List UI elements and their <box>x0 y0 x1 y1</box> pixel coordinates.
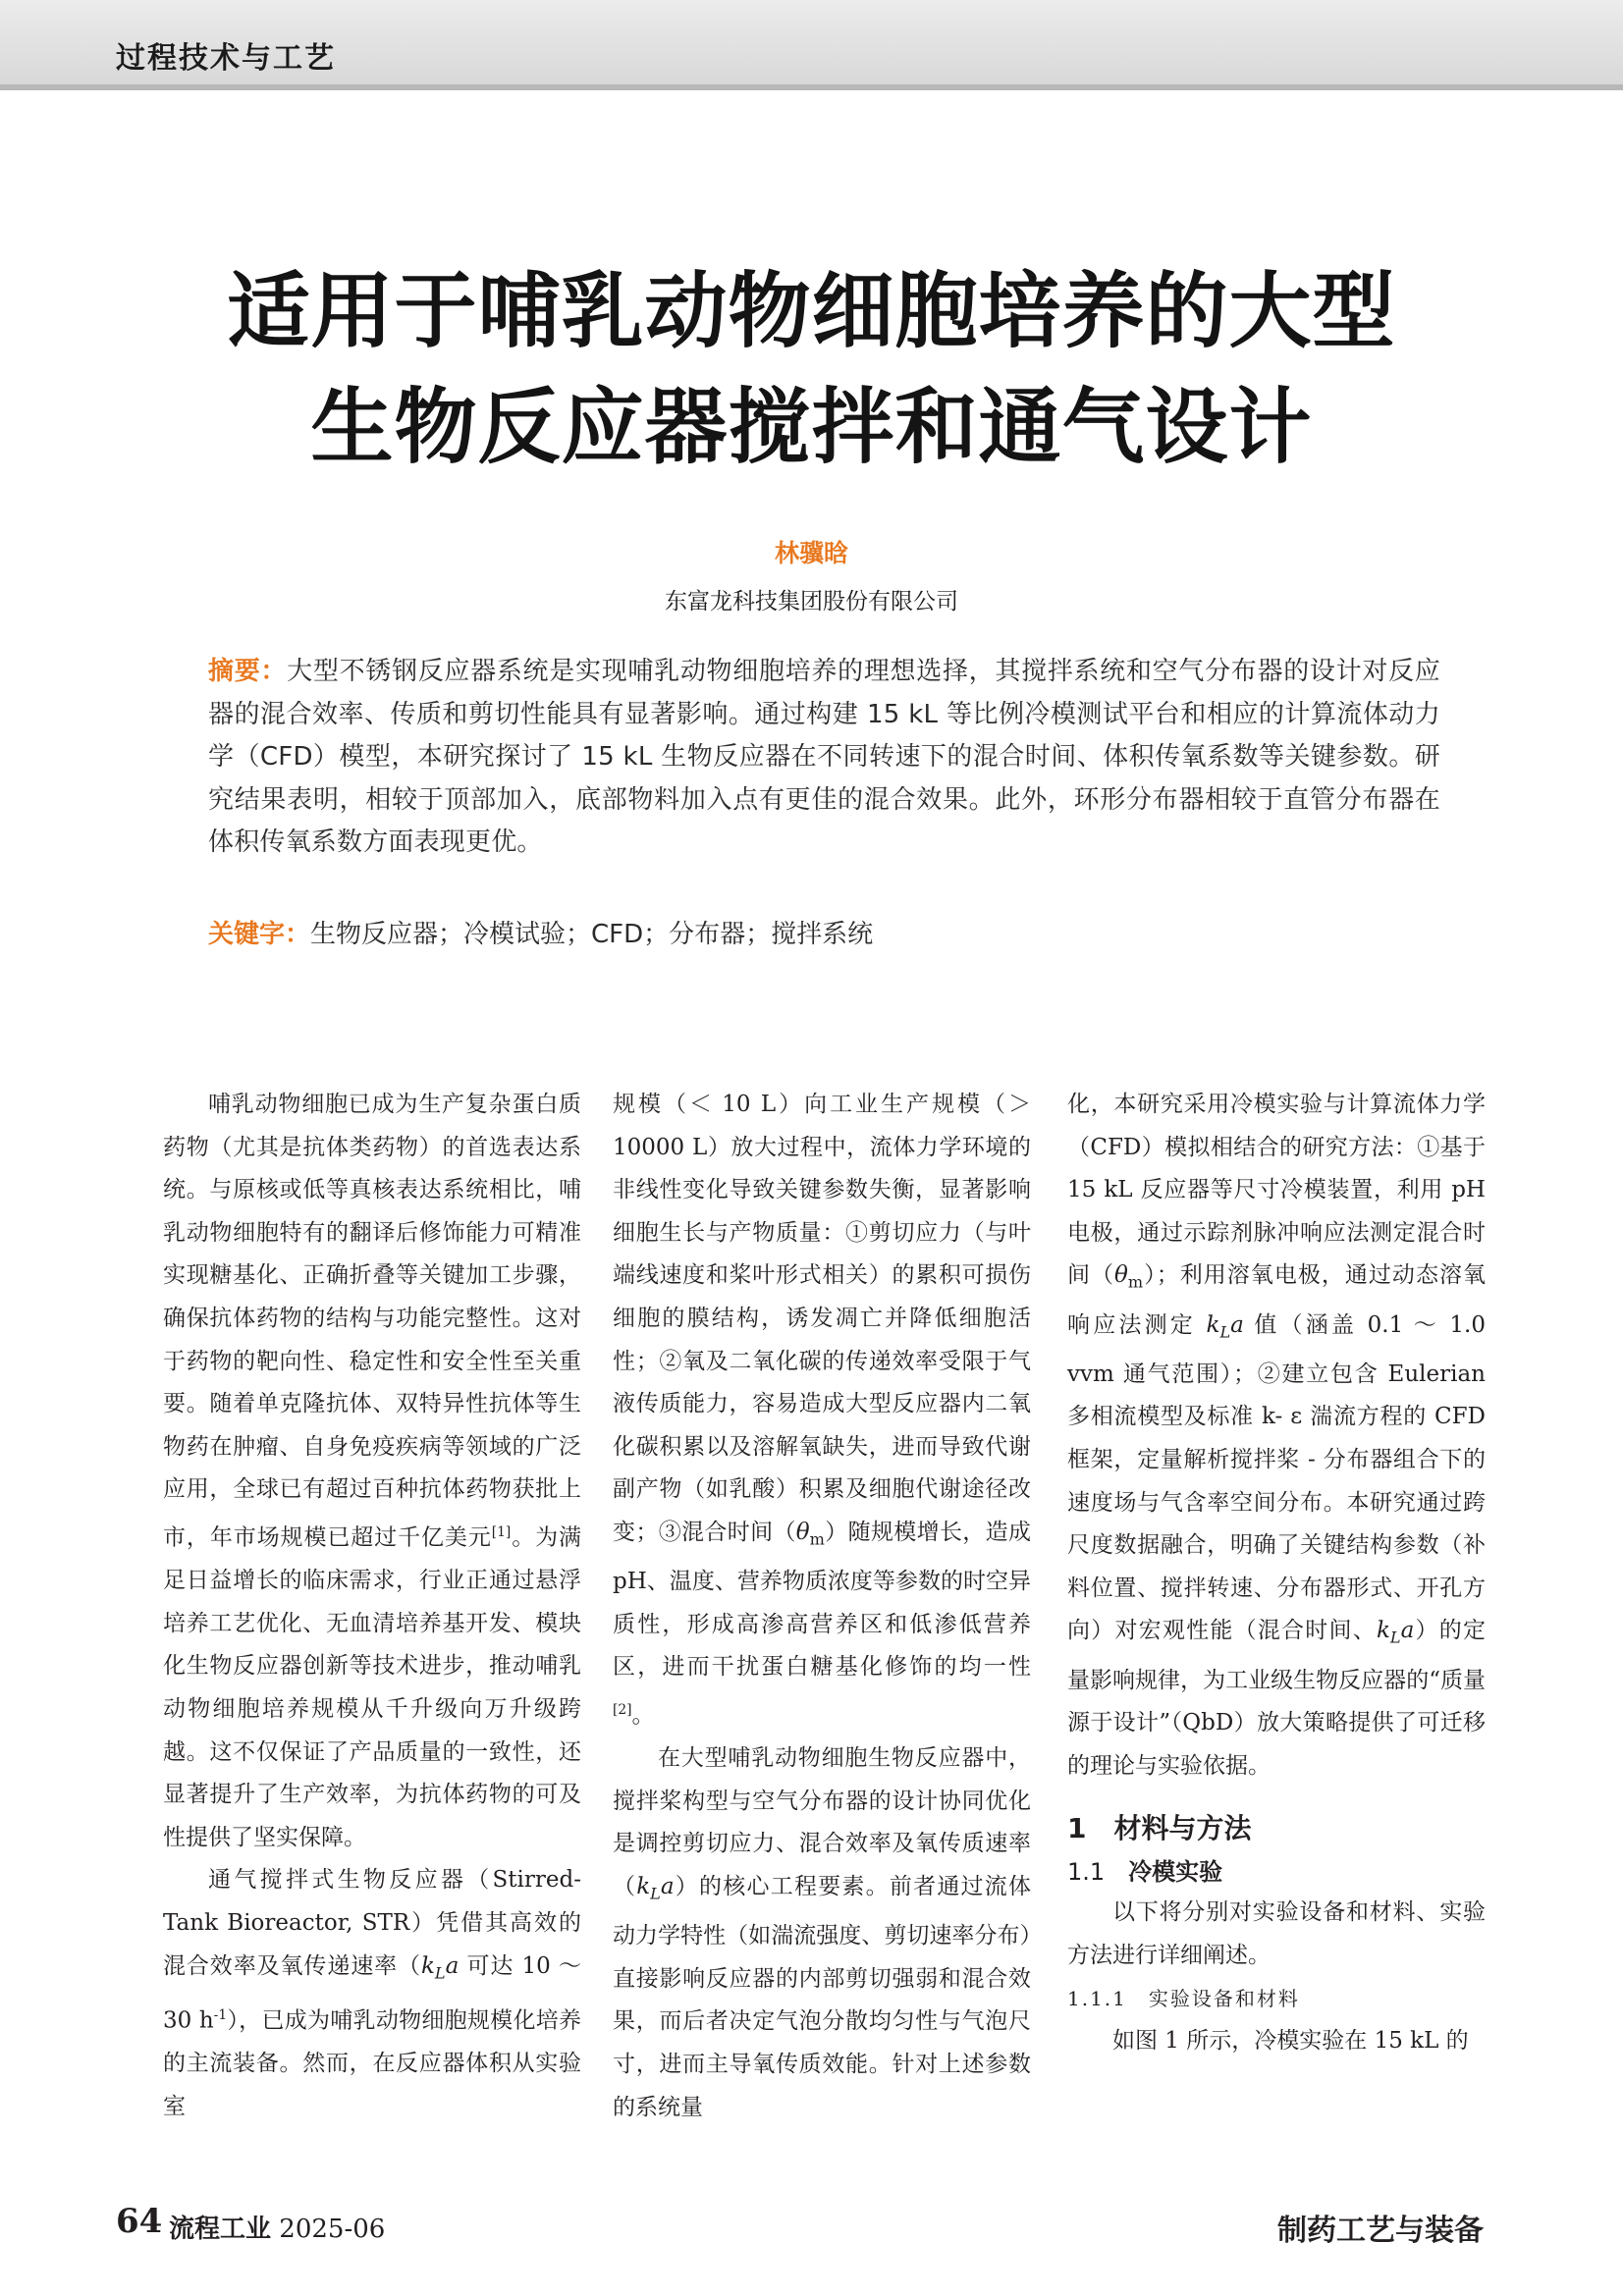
math-superscript: -1 <box>213 2006 228 2023</box>
paragraph-text: 。为满足日益增长的临床需求，行业正通过悬浮培养工艺优化、无血清培养基开发、模块化生物反应器创新等技术进步，推动哺乳动物细胞培养规模从千升级向万升级跨越。这不仅保证了产品质量的一致性，还显著提升了生产效率，为抗体药物的可及性提供了坚实保障。 <box>163 1524 582 1850</box>
paragraph-text: 化，本研究采用冷模实验与计算流体力学（CFD）模拟相结合的研究方法：①基于 15 kL 反应器等尺寸冷模装置，利用 pH 电极，通过示踪剂脉冲响应法测定混合时间（ <box>1067 1092 1486 1289</box>
paragraph-text: ）的定量影响规律，为工业级生物反应器的“质量源于设计”（QbD）放大策略提供了可迁移的理论与实验依据。 <box>1067 1618 1487 1779</box>
body-column-1 <box>163 1084 581 2128</box>
math-subscript: m <box>1127 1272 1144 1292</box>
journal-name: 流程工业 <box>169 2215 272 2244</box>
journal-issue: 2025-06 <box>279 2215 386 2244</box>
abstract <box>208 651 1440 865</box>
subsection-title: 冷模实验 <box>1128 1858 1223 1887</box>
paragraph-text: ），已成为哺乳动物细胞规模化培养的主流装备。然而，在反应器体积从实验室 <box>163 2007 582 2119</box>
section-tag: 过程技术与工艺 <box>116 41 336 76</box>
page-number: 64 <box>116 2202 163 2241</box>
column-name: 制药工艺与装备 <box>1277 2214 1484 2248</box>
paragraph-text: ）随规模增长，造成 pH、温度、营养物质浓度等参数的时空异质性，形成高渗高营养区和低渗低营养区，进而干扰蛋白糖基化修饰的均一性 <box>613 1519 1032 1681</box>
abstract-text: 大型不锈钢反应器系统是实现哺乳动物细胞培养的理想选择，其搅拌系统和空气分布器的设计对反应器的混合效率、传质和剪切性能具有显著影响。通过构建 15 kL 等比例冷模测试平台和相应的计算流体动力学（CFD）模型，本研究探讨了 15 kL 生物反应器在不同转速下的混合时间、体积传氧系数等关键参数。研究结果表明，相较于顶部加入，底部物料加入点有更佳的混合效果。此外，环形分布器相较于直管分布器在体积传氧系数方面表现更优。 <box>208 657 1440 858</box>
paragraph-text: ）；利用溶氧电极，通过动态溶氧响应法测定 <box>1067 1262 1487 1338</box>
journal-info <box>169 2209 385 2245</box>
math-subscript: L <box>1219 1322 1231 1342</box>
math-symbol: k <box>1376 1618 1390 1644</box>
subsection-number: 1.1 <box>1067 1858 1129 1887</box>
math-subscript: m <box>809 1529 825 1549</box>
math-subscript: L <box>650 1884 661 1903</box>
math-symbol: θ <box>1114 1262 1128 1289</box>
author-affiliation: 东富龙科技集团股份有限公司 <box>665 589 958 614</box>
math-subscript: L <box>1389 1628 1401 1647</box>
section-heading: 1 材料与方法 <box>1067 1812 1252 1845</box>
paragraph <box>1067 1084 1486 1788</box>
math-symbol: a <box>1400 1618 1415 1644</box>
body-column-3 <box>1067 1084 1486 2063</box>
citation-ref: [2] <box>613 1701 632 1718</box>
math-symbol: a <box>660 1873 675 1899</box>
punctuation: 。 <box>631 1702 655 1729</box>
math-symbol: a <box>1230 1311 1244 1338</box>
paragraph-text: ）的核心工程要素。前者通过流体动力学特性（如湍流强度、剪切速率分布）直接影响反应器的内部剪切强弱和混合效果，而后者决定气泡分散均匀性与气泡尺寸，进而主导氧传质效能。针对上述参数的系统量 <box>613 1873 1032 2120</box>
article-title <box>118 253 1505 485</box>
author-name: 林骥晗 <box>774 539 848 567</box>
paragraph-text: 哺乳动物细胞已成为生产复杂蛋白质药物（尤其是抗体类药物）的首选表达系统。与原核或低等真核表达系统相比，哺乳动物细胞特有的翻译后修饰能力可精准实现糖基化、正确折叠等关键加工步骤，确保抗体药物的结构与功能完整性。这对于药物的靶向性、稳定性和安全性至关重要。随着单克隆抗体、双特异性抗体等生物药在肿瘤、自身免疫疾病等领域的广泛应用，全球已有超过百种抗体药物获批上市，年市场规模已超过千亿美元 <box>163 1092 581 1551</box>
keywords-text: 生物反应器；冷模试验；CFD；分布器；搅拌系统 <box>310 920 874 949</box>
paragraph-text: 值（涵盖 0.1 ～ 1.0 vvm 通气范围）；②建立包含 Eulerian 多相流模型及标准 k- ε 湍流方程的 CFD 框架，定量解析搅拌桨 - 分布器组合下的速度场与气含率空间分布。本研究通过跨尺度数据融合，明确了关键结构参数（补料位置、搅拌转速、分布器形式、开孔方向）对宏观性能（混合时间、 <box>1067 1311 1487 1644</box>
abstract-label: 摘要： <box>208 657 288 686</box>
paragraph <box>163 1859 581 2128</box>
subsection-heading <box>1067 1852 1486 1892</box>
math-subscript: L <box>434 1963 446 1983</box>
subsubsection-heading: 1.1.1 实验设备和材料 <box>1067 1987 1300 2011</box>
paragraph <box>613 1084 1031 1737</box>
title-line-1: 适用于哺乳动物细胞培养的大型 <box>227 263 1396 359</box>
paragraph <box>613 1737 1031 2129</box>
paragraph-text: 可达 10 ～ 30 h <box>163 1952 581 2034</box>
keywords-label: 关键字： <box>208 920 311 949</box>
paragraph-text: 通气搅拌式生物反应器（Stirred-Tank Bioreactor, STR）凭借其高效的混合效率及氧传递速率（ <box>163 1867 581 1979</box>
keywords <box>208 915 1440 954</box>
header-divider <box>0 84 1623 90</box>
math-symbol: a <box>445 1952 460 1979</box>
citation-ref: [1] <box>491 1523 512 1540</box>
title-line-2: 生物反应器搅拌和通气设计 <box>310 379 1313 475</box>
paragraph: 如图 1 所示，冷模实验在 15 kL 的 <box>1112 2028 1469 2055</box>
body-column-2 <box>613 1084 1031 2129</box>
paragraph-text: 规模（＜ 10 L）向工业生产规模（＞ 10000 L）放大过程中，流体力学环境的非线性变化导致关键参数失衡，显著影响细胞生长与产物质量：①剪切应力（与叶端线速度和桨叶形式相关）的累积可损伤细胞的膜结构，诱发凋亡并降低细胞活性；②氧及二氧化碳的传递效率受限于气液传质能力，容易造成大型反应器内二氧化碳积累以及溶解氧缺失，进而导致代谢副产物（如乳酸）积累及细胞代谢途径改变；③混合时间（ <box>613 1092 1031 1545</box>
math-symbol: k <box>636 1873 651 1899</box>
paragraph <box>163 1084 581 1859</box>
paragraph-text: 在大型哺乳动物细胞生物反应器中，搅拌桨构型与空气分布器的设计协同优化是调控剪切应力、混合效率及氧传质速率（ <box>613 1745 1031 1899</box>
math-symbol: k <box>420 1952 435 1979</box>
paragraph: 以下将分别对实验设备和材料、实验方法进行详细阐述。 <box>1067 1899 1486 1968</box>
math-symbol: k <box>1206 1311 1220 1338</box>
math-symbol: θ <box>795 1519 810 1545</box>
